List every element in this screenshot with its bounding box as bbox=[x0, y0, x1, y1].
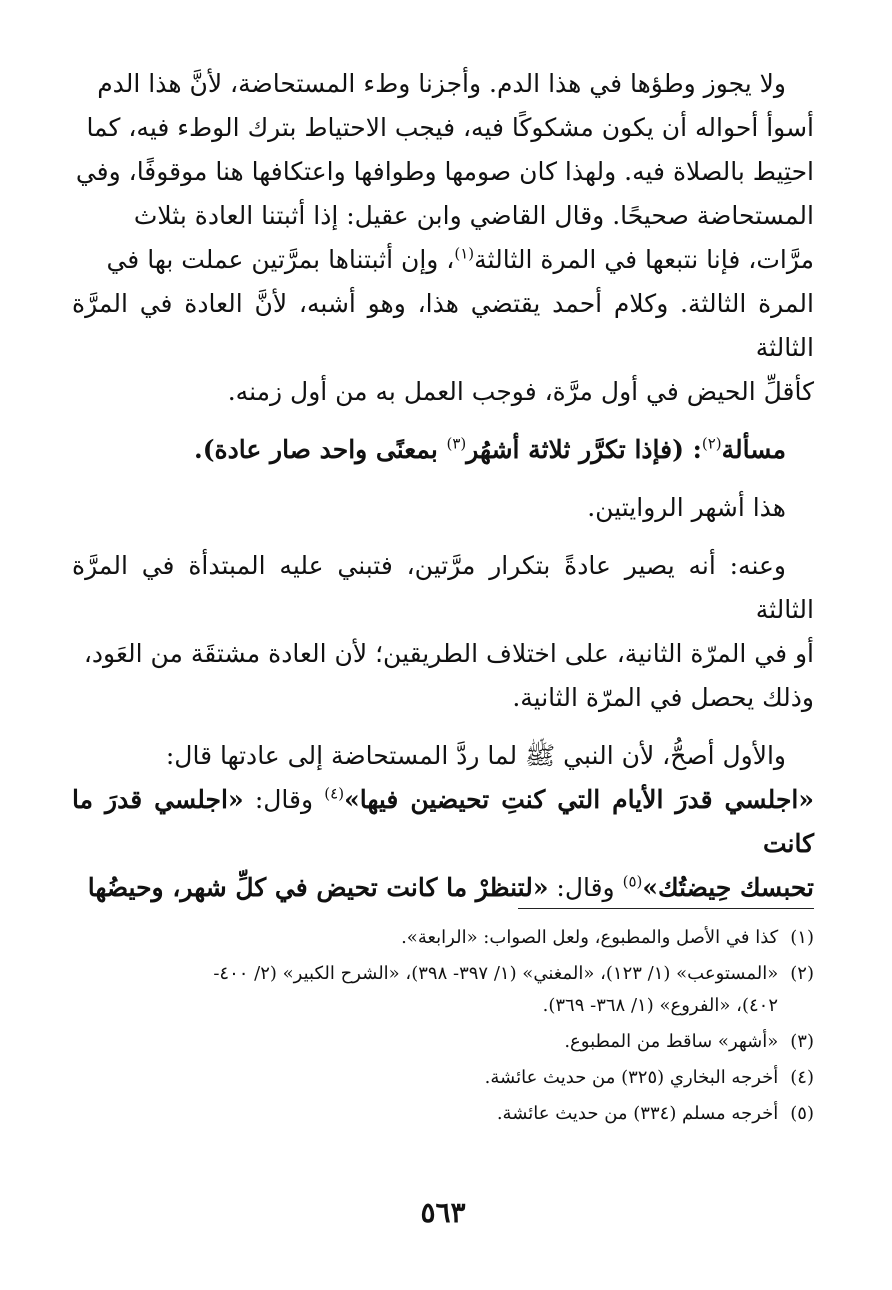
text-line: المستحاضة صحيحًا. وقال القاضي وابن عقيل: إذا أثبتنا العادة بثلاث bbox=[133, 201, 814, 230]
footnote-text: أخرجه البخاري (٣٢٥) من حديث عائشة. bbox=[484, 1067, 779, 1088]
footnote-item bbox=[72, 1062, 814, 1094]
paragraph-3 bbox=[72, 544, 814, 720]
footnote-ref-1[interactable]: (١) bbox=[454, 244, 475, 263]
footnote-text: «أشهر» ساقط من المطبوع. bbox=[564, 1031, 779, 1052]
footnote-item bbox=[72, 1098, 814, 1130]
text-line: احتِيط بالصلاة فيه. ولهذا كان صومها وطوافها واعتكافها هنا موقوفًا، وفي bbox=[75, 157, 814, 186]
footnote-number: (٣) bbox=[790, 1031, 814, 1052]
footnote-ref-2[interactable]: (٢) bbox=[701, 434, 722, 453]
paragraph-2 bbox=[72, 486, 814, 530]
masala-text: بمعنًى واحد صار عادة). bbox=[194, 435, 447, 464]
text-fragment: وقال: bbox=[548, 873, 623, 902]
text-line: أسوأ أحواله أن يكون مشكوكًا فيه، فيجب الاحتياط بترك الوطء فيه، كما bbox=[86, 113, 814, 142]
hadith-quote-2-cont: تحبسك حِيضتُك» bbox=[642, 873, 814, 902]
text-line: ولا يجوز وطؤها في هذا الدم. وأجزنا وطء المستحاضة، لأنَّ هذا الدم bbox=[97, 69, 786, 98]
footnote-number: (١) bbox=[790, 927, 814, 948]
text-line: وعنه: أنه يصير عادةً بتكرار مرَّتين، فتبني عليه المبتدأة في المرَّة الثالثة bbox=[72, 551, 814, 624]
masala-text: : (فإذا تكرَّر ثلاثة أشهُر bbox=[466, 435, 702, 464]
hadith-quote-1: «اجلسي قدرَ الأيام التي كنتِ تحيضين فيها» bbox=[344, 785, 814, 814]
text-line: كأقلِّ الحيض في أول مرَّة، فوجب العمل به من أول زمنه. bbox=[227, 377, 814, 406]
footnote-ref-3[interactable]: (٣) bbox=[446, 434, 467, 453]
footnotes-list bbox=[72, 922, 814, 1134]
footnote-ref-5[interactable]: (٥) bbox=[622, 872, 643, 891]
page-number: ٥٦٣ bbox=[420, 1196, 466, 1229]
footnote-text: أخرجه مسلم (٣٣٤) من حديث عائشة. bbox=[496, 1103, 779, 1124]
paragraph-4 bbox=[72, 734, 814, 910]
footnote-text: «المستوعب» (١/ ١٢٣)، «المغني» (١/ ٣٩٧- ٣٩٨)، «الشرح الكبير» (٢/ ٤٠٠- bbox=[213, 963, 779, 984]
hadith-quote-3: «لتنظرْ ما كانت تحيض في كلِّ شهر، وحيضُها bbox=[87, 873, 549, 902]
footnote-item bbox=[72, 922, 814, 954]
hadith-quote-2: «اجلسي قدرَ ما كانت bbox=[72, 785, 814, 858]
footnote-divider bbox=[518, 908, 814, 909]
footnote-number: (٤) bbox=[790, 1067, 814, 1088]
footnote-ref-4[interactable]: (٤) bbox=[324, 784, 345, 803]
footnote-text-cont: ٤٠٢)، «الفروع» (١/ ٣٦٨- ٣٦٩). bbox=[542, 995, 778, 1016]
text-fragment: ، وإن أثبتناها بمرَّتين عملت بها في bbox=[106, 245, 455, 274]
text-line: والأول أصحُّ، لأن النبي ﷺ لما ردَّ المستحاضة إلى عادتها قال: bbox=[165, 741, 786, 770]
text-line bbox=[72, 778, 814, 866]
masala-label: مسألة bbox=[721, 435, 786, 464]
text-line: هذا أشهر الروايتين. bbox=[587, 493, 786, 522]
text-line: وذلك يحصل في المرّة الثانية. bbox=[512, 683, 814, 712]
text-line: أو في المرّة الثانية، على اختلاف الطريقين؛ لأن العادة مشتقَة من العَود، bbox=[83, 639, 814, 668]
footnote-item bbox=[72, 958, 814, 1022]
text-line bbox=[72, 866, 814, 910]
text-line: المرة الثالثة. وكلام أحمد يقتضي هذا، وهو أشبه، لأنَّ العادة في المرَّة الثالثة bbox=[72, 289, 814, 362]
text-fragment: وقال: bbox=[243, 785, 325, 814]
footnote-item bbox=[72, 1026, 814, 1058]
footnote-number: (٢) bbox=[790, 963, 814, 984]
footnote-number: (٥) bbox=[790, 1103, 814, 1124]
masala-heading bbox=[72, 428, 814, 472]
book-page bbox=[72, 62, 814, 1250]
paragraph-1 bbox=[72, 62, 814, 414]
footnote-text: كذا في الأصل والمطبوع، ولعل الصواب: «الرابعة». bbox=[401, 927, 779, 948]
text-line bbox=[72, 238, 814, 282]
text-fragment: مرَّات، فإنا نتبعها في المرة الثالثة bbox=[474, 245, 814, 274]
